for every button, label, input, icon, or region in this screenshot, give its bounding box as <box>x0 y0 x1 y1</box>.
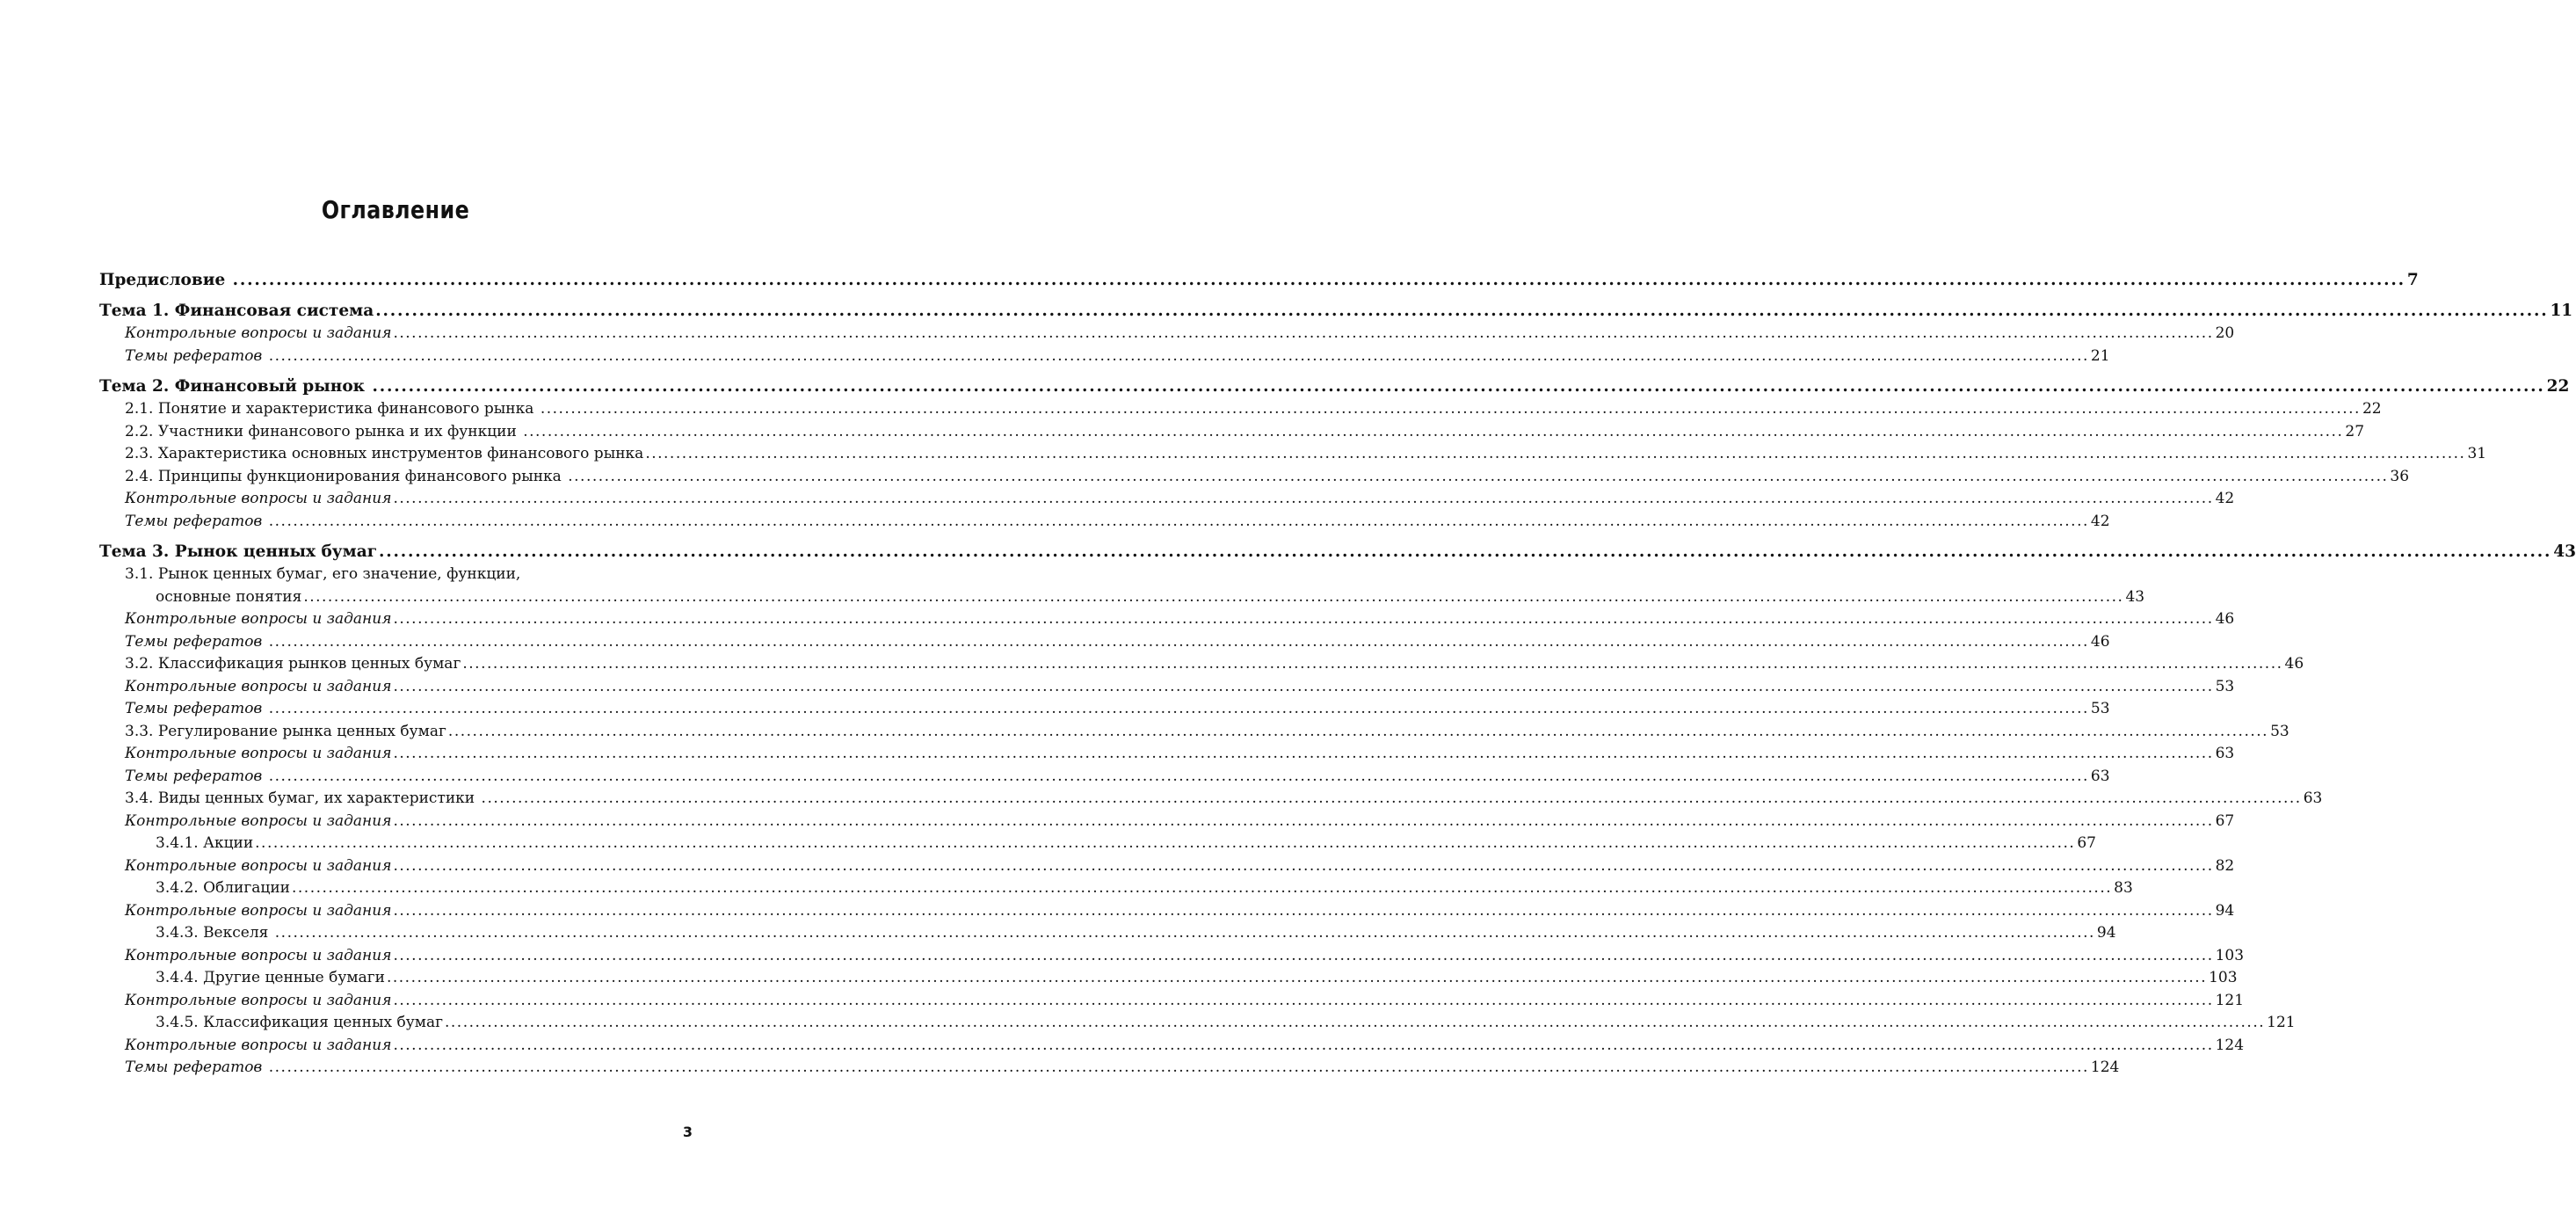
toc-entry-label: Тема 1. Финансовая система <box>99 302 374 320</box>
toc-entry-page: 63 <box>2303 789 2323 807</box>
toc-entry-label: Контрольные вопросы и задания <box>125 745 392 762</box>
toc-leader-dots: ............................................................................................................................................................................................................................................................................................................ <box>393 324 2214 342</box>
toc-leader-dots: ............................................................................................................................................................................................................................................................................................................ <box>274 924 2095 942</box>
toc-entry-label: основные понятия <box>156 587 302 606</box>
toc-entry-label: Темы рефератов <box>125 512 267 530</box>
toc-entry-label: Контрольные вопросы и задания <box>125 901 392 920</box>
toc-entry <box>99 586 2145 609</box>
toc-leader-dots: ............................................................................................................................................................................................................................................................................................................ <box>372 377 2545 396</box>
toc-entry-label: Тема 3. Рынок ценных бумаг <box>99 542 378 561</box>
toc-entry-page: 36 <box>2390 467 2410 485</box>
toc-entry <box>99 766 2110 789</box>
toc-entry-page: 82 <box>2215 856 2235 875</box>
toc-leader-dots: ............................................................................................................................................................................................................................................................................................................ <box>445 1014 2266 1031</box>
toc-entry-page: 103 <box>2215 946 2245 964</box>
toc-leader-dots: ............................................................................................................................................................................................................................................................................................................ <box>268 700 2089 717</box>
toc-entry <box>99 855 2235 878</box>
toc-entry-label: 2.1. Понятие и характеристика финансового рынка <box>125 400 539 418</box>
toc-entry-page: 42 <box>2090 512 2110 530</box>
toc-entry <box>99 540 2576 564</box>
toc-entry-page: 103 <box>2209 969 2238 986</box>
toc-entry <box>99 511 2110 534</box>
toc-entry <box>99 1057 2120 1080</box>
toc-entry <box>99 900 2235 923</box>
toc-entry-label: Контрольные вопросы и задания <box>125 946 392 964</box>
toc-entry-page: 21 <box>2090 346 2110 365</box>
page-title: Оглавление <box>321 195 470 224</box>
toc-leader-dots: ............................................................................................................................................................................................................................................................................................................ <box>255 834 2076 852</box>
toc-entry-page: 63 <box>2090 767 2110 785</box>
toc-leader-dots: ............................................................................................................................................................................................................................................................................................................ <box>268 346 2089 365</box>
toc-entry-page: 124 <box>2090 1059 2120 1076</box>
toc-entry <box>99 346 2110 368</box>
toc-entry-page: 83 <box>2114 879 2133 897</box>
toc-entry-page: 7 <box>2406 271 2419 289</box>
toc-entry-label: Темы рефератов <box>125 767 267 785</box>
toc-leader-dots: ............................................................................................................................................................................................................................................................................................................ <box>393 677 2214 695</box>
toc-leader-dots: ............................................................................................................................................................................................................................................................................................................ <box>268 512 2089 530</box>
toc-entry <box>99 922 2116 945</box>
toc-entry-page: 124 <box>2215 1036 2245 1054</box>
toc-entry <box>99 788 2323 811</box>
toc-leader-dots: ............................................................................................................................................................................................................................................................................................................ <box>268 1059 2089 1076</box>
toc-entry <box>99 721 2289 744</box>
toc-entry-page: 53 <box>2090 700 2110 717</box>
toc-entry-label: 3.2. Классификация рынков ценных бумаг <box>125 655 461 673</box>
toc-leader-dots: ............................................................................................................................................................................................................................................................................................................ <box>379 542 2552 561</box>
toc-entry-page: 43 <box>2125 587 2145 606</box>
toc-leader-dots: ............................................................................................................................................................................................................................................................................................................ <box>303 587 2124 606</box>
toc-leader-dots: ............................................................................................................................................................................................................................................................................................................ <box>393 856 2214 875</box>
toc-entry-page: 46 <box>2215 610 2235 628</box>
toc-entry-page: 121 <box>2215 991 2245 1009</box>
toc-entry <box>99 833 2096 855</box>
toc-entry-page: 43 <box>2553 542 2576 561</box>
toc-entry-label: 2.2. Участники финансового рынка и их функции <box>125 422 522 440</box>
toc-leader-dots: ............................................................................................................................................................................................................................................................................................................ <box>568 467 2389 485</box>
toc-entry-label: Контрольные вопросы и задания <box>125 610 392 628</box>
toc-entry-page: 53 <box>2270 722 2289 740</box>
toc-entry <box>99 398 2382 421</box>
toc-entry <box>99 945 2245 968</box>
toc-entry-page: 94 <box>2215 901 2235 920</box>
toc-entry-page: 22 <box>2546 377 2570 396</box>
toc-entry-label: 3.4.4. Другие ценные бумаги <box>156 969 385 986</box>
toc-entry-page: 42 <box>2215 490 2235 507</box>
toc-entry-page: 67 <box>2215 811 2235 830</box>
toc-entry-page: 46 <box>2090 632 2110 651</box>
table-of-contents <box>99 268 2576 1080</box>
toc-leader-dots: ............................................................................................................................................................................................................................................................................................................ <box>232 271 2405 289</box>
toc-entry-label: Контрольные вопросы и задания <box>125 991 392 1009</box>
toc-entry <box>99 608 2235 631</box>
toc-entry-label: Контрольные вопросы и задания <box>125 856 392 875</box>
toc-entry-page: 67 <box>2077 834 2096 852</box>
toc-entry-label: 3.4. Виды ценных бумаг, их характеристики <box>125 789 480 807</box>
toc-leader-dots: ............................................................................................................................................................................................................................................................................................................ <box>523 422 2344 440</box>
toc-leader-dots: ............................................................................................................................................................................................................................................................................................................ <box>393 490 2214 507</box>
toc-entry-label: 3.4.5. Классификация ценных бумаг <box>156 1014 443 1031</box>
toc-entry-label: Контрольные вопросы и задания <box>125 677 392 695</box>
toc-entry-label: 3.1. Рынок ценных бумаг, его значение, функции, <box>125 565 521 583</box>
toc-entry <box>99 323 2235 346</box>
toc-entry-label: Предисловие <box>99 271 231 289</box>
toc-entry <box>99 421 2365 444</box>
toc-entry-label: Контрольные вопросы и задания <box>125 811 392 830</box>
page-number: 3 <box>682 1124 693 1140</box>
toc-leader-dots: ............................................................................................................................................................................................................................................................................................................ <box>393 946 2214 964</box>
toc-entry-label: Темы рефератов <box>125 700 267 717</box>
toc-entry-label: Темы рефератов <box>125 1059 267 1076</box>
toc-entry-label: 3.4.3. Векселя <box>156 924 273 942</box>
toc-entry-page: 63 <box>2215 745 2235 762</box>
toc-leader-dots: ............................................................................................................................................................................................................................................................................................................ <box>481 789 2302 807</box>
toc-leader-dots: ............................................................................................................................................................................................................................................................................................................ <box>447 722 2269 740</box>
toc-leader-dots: ............................................................................................................................................................................................................................................................................................................ <box>268 767 2089 785</box>
toc-leader-dots: ............................................................................................................................................................................................................................................................................................................ <box>393 1036 2214 1054</box>
toc-entry <box>99 299 2573 323</box>
toc-entry <box>99 877 2133 900</box>
toc-entry-label: 3.4.1. Акции <box>156 834 254 852</box>
toc-entry <box>99 676 2235 699</box>
toc-entry <box>99 653 2304 676</box>
toc-leader-dots: ............................................................................................................................................................................................................................................................................................................ <box>268 632 2089 651</box>
toc-entry-page: 20 <box>2215 324 2235 342</box>
toc-entry-label: Контрольные вопросы и задания <box>125 1036 392 1054</box>
toc-entry-page: 22 <box>2362 400 2382 418</box>
toc-leader-dots: ............................................................................................................................................................................................................................................................................................................ <box>393 901 2214 920</box>
toc-entry-label: Тема 2. Финансовый рынок <box>99 377 371 396</box>
toc-entry <box>99 743 2235 766</box>
toc-entry-page: 11 <box>2550 302 2573 320</box>
toc-entry <box>99 811 2235 833</box>
toc-leader-dots: ............................................................................................................................................................................................................................................................................................................ <box>386 969 2208 986</box>
toc-entry-label: Контрольные вопросы и задания <box>125 490 392 507</box>
toc-entry <box>99 631 2110 654</box>
toc-entry-label: Темы рефератов <box>125 346 267 365</box>
toc-entry-page: 46 <box>2284 655 2304 673</box>
toc-entry <box>99 967 2238 990</box>
toc-leader-dots: ............................................................................................................................................................................................................................................................................................................ <box>540 400 2361 418</box>
toc-entry <box>99 564 693 586</box>
toc-entry <box>99 268 2419 292</box>
toc-leader-dots: ............................................................................................................................................................................................................................................................................................................ <box>393 811 2214 830</box>
toc-entry-page: 27 <box>2345 422 2365 440</box>
toc-leader-dots: ............................................................................................................................................................................................................................................................................................................ <box>645 445 2466 462</box>
toc-entry-page: 94 <box>2096 924 2116 942</box>
toc-entry-label: 3.4.2. Облигации <box>156 879 290 897</box>
toc-leader-dots: ............................................................................................................................................................................................................................................................................................................ <box>292 879 2113 897</box>
toc-entry-page: 121 <box>2267 1014 2296 1031</box>
toc-leader-dots: ............................................................................................................................................................................................................................................................................................................ <box>393 610 2214 628</box>
toc-entry-label: Контрольные вопросы и задания <box>125 324 392 342</box>
toc-entry-page: 53 <box>2215 677 2235 695</box>
toc-entry-label: 3.3. Регулирование рынка ценных бумаг <box>125 722 446 740</box>
toc-entry <box>99 375 2570 398</box>
toc-entry <box>99 466 2410 489</box>
toc-entry <box>99 443 2487 466</box>
toc-entry <box>99 698 2110 721</box>
toc-entry <box>99 1012 2296 1035</box>
toc-entry-label: Темы рефератов <box>125 632 267 651</box>
toc-entry-label: 2.4. Принципы функционирования финансового рынка <box>125 467 567 485</box>
toc-entry <box>99 990 2245 1013</box>
toc-entry-page: 31 <box>2467 445 2487 462</box>
toc-entry <box>99 488 2235 511</box>
toc-entry <box>99 1035 2245 1058</box>
toc-leader-dots: ............................................................................................................................................................................................................................................................................................................ <box>462 655 2283 673</box>
toc-leader-dots: ............................................................................................................................................................................................................................................................................................................ <box>393 745 2214 762</box>
toc-entry-label: 2.3. Характеристика основных инструментов финансового рынка <box>125 445 644 462</box>
toc-leader-dots: ............................................................................................................................................................................................................................................................................................................ <box>375 302 2549 320</box>
toc-leader-dots: ............................................................................................................................................................................................................................................................................................................ <box>393 991 2214 1009</box>
